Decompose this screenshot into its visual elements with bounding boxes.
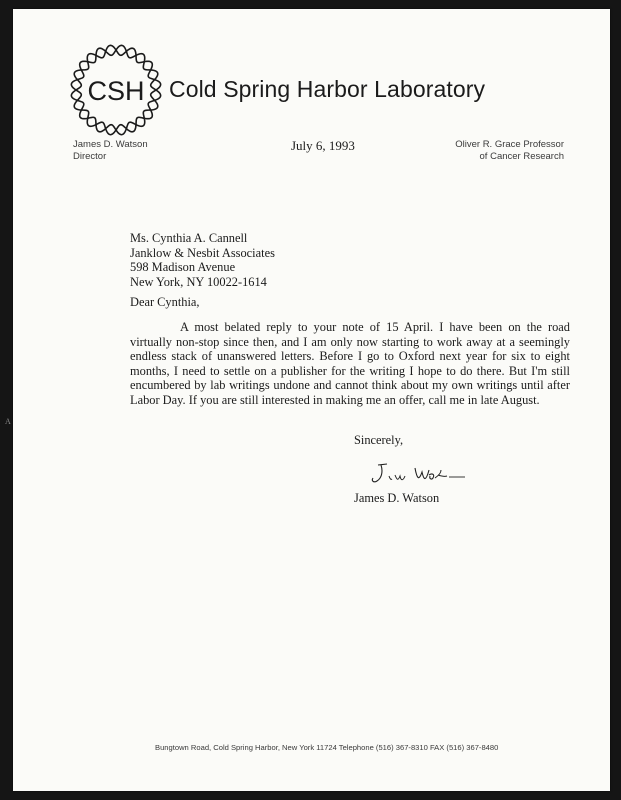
professorship-line-1: Oliver R. Grace Professor — [455, 139, 564, 150]
salutation: Dear Cynthia, — [130, 295, 200, 309]
signed-name: James D. Watson — [354, 491, 440, 505]
letter-date: July 6, 1993 — [291, 138, 355, 153]
csh-logo — [68, 42, 164, 138]
handwritten-signature — [367, 461, 467, 485]
letter-page — [13, 9, 610, 791]
organization-name: Cold Spring Harbor Laboratory — [169, 76, 486, 102]
recipient-company: Janklow & Nesbit Associates — [130, 245, 275, 260]
recipient-street: 598 Madison Avenue — [130, 260, 236, 275]
body-paragraph: A most belated reply to your note of 15 April. I have been on the road virtually non-stop since then, and I am only now starting to work away at a seemingly endless stack of unanswered letters. Before I go to Oxford next year for six to eight months, I need to settle on a publisher for the writing I hope to do there. But I'm still encumbered by lab writings undone and cannot think about my own writings until after Labor Day. If you are still interested in making me an offer, call me in late August. — [130, 320, 570, 407]
closing: Sincerely, — [354, 433, 404, 447]
logo-text: CSH — [87, 76, 145, 106]
margin-mark: A — [5, 417, 11, 426]
director-name: James D. Watson — [73, 139, 148, 150]
professorship-line-2: of Cancer Research — [479, 151, 564, 162]
recipient-name: Ms. Cynthia A. Cannell — [130, 231, 248, 245]
letterhead-right — [455, 139, 564, 163]
letterhead-footer: Bungtown Road, Cold Spring Harbor, New York 11724 Telephone (516) 367-8310 FAX (516) 367-8480 — [155, 743, 499, 752]
recipient-city: New York, NY 10022-1614 — [130, 274, 267, 289]
letterhead-left — [73, 139, 148, 163]
recipient-address — [130, 231, 275, 289]
director-title: Director — [73, 151, 107, 162]
